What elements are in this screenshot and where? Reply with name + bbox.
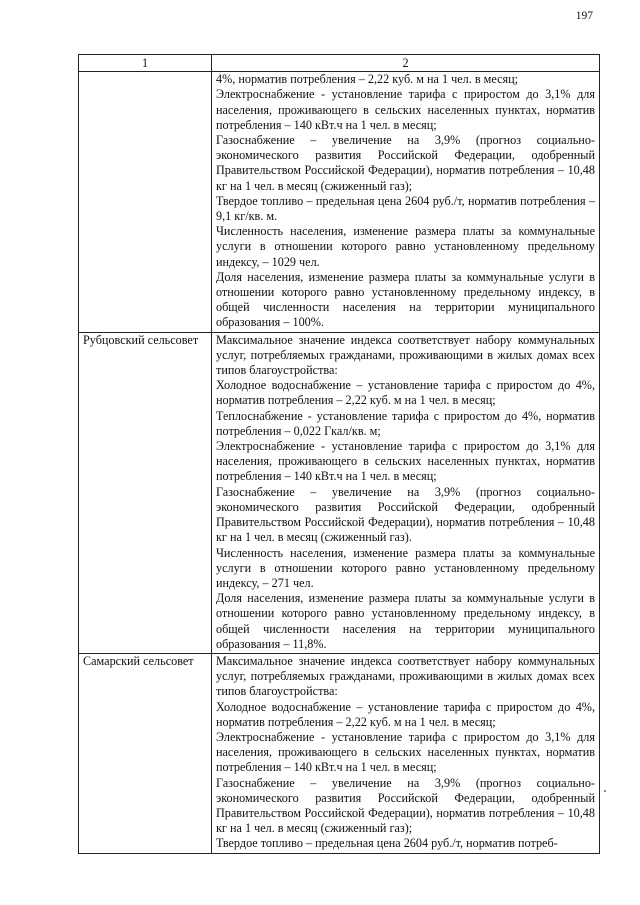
column-header-1: 1 [79, 55, 212, 72]
table-header-row [79, 55, 600, 72]
scan-speck [604, 790, 606, 792]
description-paragraph: Холодное водоснабжение – установление тарифа с приростом до 4%, норматив потребления – 2,22 куб. м на 1 чел. в месяц; [216, 378, 595, 408]
description-paragraph: Электроснабжение - установление тарифа с приростом до 3,1% для населения, проживающего в сельских населенных пунктах, норматив потребления – 140 кВт.ч на 1 чел. в месяц; [216, 439, 595, 484]
settlement-description [212, 72, 600, 332]
description-paragraph: Твердое топливо – предельная цена 2604 руб./т, норматив потребления – 9,1 кг/кв. м. [216, 193, 595, 224]
description-paragraph: Максимальное значение индекса соответствует набору коммунальных услуг, потребляемых гражданами, проживающими в жилых домах всех типов благоустройства: [216, 332, 595, 378]
description-paragraph: Численность населения, изменение размера платы за коммунальные услуги в отношении которого равно установленному предельному индексу, – 1029 чел. [216, 224, 595, 269]
column-header-2: 2 [212, 55, 600, 72]
description-paragraph: Максимальное значение индекса соответствует набору коммунальных услуг, потребляемых гражданами, проживающими в жилых домах всех типов благоустройства: [216, 653, 595, 699]
description-paragraph: Электроснабжение - установление тарифа с приростом до 3,1% для населения, проживающего в сельских населенных пунктах, норматив потребления – 140 кВт.ч на 1 чел. в месяц; [216, 729, 595, 775]
settlement-description [212, 332, 600, 653]
description-paragraph: Доля населения, изменение размера платы за коммунальные услуги в отношении которого равно установленному предельному индексу, в общей численности населения на территории муниципального образования – 11,8%. [216, 591, 595, 651]
settlement-name: Рубцовский сельсовет [79, 332, 212, 653]
description-paragraph: Газоснабжение – увеличение на 3,9% (прогноз социально-экономического развития Российской Федерации, одобренный Правительством Российской Федерации), норматив потребления – 10,48 кг на 1 чел. в месяц (сжиженный газ); [216, 133, 595, 193]
page-number: 197 [575, 10, 593, 22]
settlement-name: Самарский сельсовет [79, 653, 212, 853]
description-paragraph: Твердое топливо – предельная цена 2604 руб./т, норматив потреб- [216, 836, 558, 851]
settlement-name [79, 72, 212, 332]
description-paragraph: Газоснабжение – увеличение на 3,9% (прогноз социально-экономического развития Российской Федерации, одобренный Правительством Российской Федерации), норматив потребления – 10,48 кг на 1 чел. в месяц (сжиженный газ); [216, 775, 595, 836]
description-paragraph: Численность населения, изменение размера платы за коммунальные услуги в отношении которого равно установленному предельному индексу, – 271 чел. [216, 545, 595, 590]
table-row [79, 653, 600, 853]
table-body [79, 72, 600, 853]
table-row [79, 72, 600, 332]
description-paragraph: 4%, норматив потребления – 2,22 куб. м на 1 чел. в месяц; [216, 72, 518, 87]
description-paragraph: Газоснабжение – увеличение на 3,9% (прогноз социально-экономического развития Российской Федерации, одобренный Правительством Российской Федерации), норматив потребления – 10,48 кг на 1 чел. в месяц (сжиженный газ). [216, 484, 595, 545]
settlements-table [78, 54, 600, 854]
description-paragraph: Холодное водоснабжение – установление тарифа с приростом до 4%, норматив потребления – 2,22 куб. м на 1 чел. в месяц; [216, 699, 595, 729]
table-row [79, 332, 600, 653]
description-paragraph: Электроснабжение - установление тарифа с приростом до 3,1% для населения, проживающего в сельских населенных пунктах, норматив потребления – 140 кВт.ч на 1 чел. в месяц; [216, 87, 595, 132]
description-paragraph: Теплоснабжение - установление тарифа с приростом до 4%, норматив потребления – 0,022 Гкал/кв. м; [216, 408, 595, 438]
description-paragraph: Доля населения, изменение размера платы за коммунальные услуги в отношении которого равно установленному предельному индексу, в общей численности населения на территории муниципального образования – 100%. [216, 269, 595, 330]
settlement-description [212, 653, 600, 853]
